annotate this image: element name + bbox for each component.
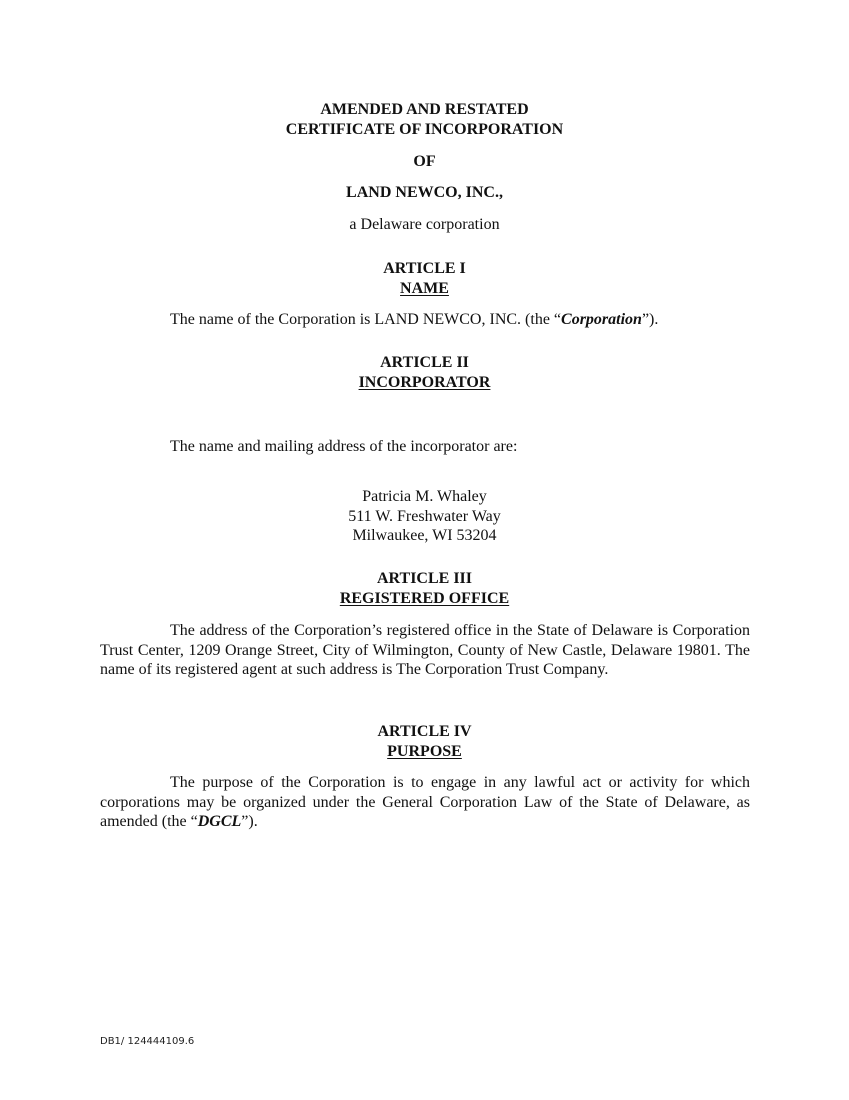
article-1-heading-text: NAME: [400, 280, 449, 297]
article-4-number: ARTICLE IV: [377, 723, 472, 740]
company-name: LAND NEWCO, INC.,: [346, 184, 503, 201]
document-title-line1: AMENDED AND RESTATED: [320, 101, 529, 118]
article-2-heading-text: INCORPORATOR: [358, 374, 491, 391]
article-3-text: The address of the Corporation’s registered office in the State of Delaware is Corporation Trust Center, 1209 Orange Street, City of Wilmington, County of New Castle, Delaware 19801. The name of its registered agent at such address is The Corporation Trust Company.: [100, 622, 750, 678]
document-title-of: OF: [413, 153, 436, 170]
footer-doc-id: DB1/ 124444109.6: [100, 1036, 195, 1047]
article-2-number: ARTICLE II: [380, 354, 469, 371]
article-3-heading-text: REGISTERED OFFICE: [339, 590, 510, 607]
document-subtitle: a Delaware corporation: [349, 216, 500, 233]
article-4-text: [100, 773, 750, 832]
article-1-number: ARTICLE I: [383, 260, 466, 277]
incorporator-city: Milwaukee, WI 53204: [352, 527, 497, 544]
article-1-text-before: The name of the Corporation is LAND NEWCO, INC. (the “: [170, 311, 562, 328]
article-4-text-before: The purpose of the Corporation is to engage in any lawful act or activity for which corporations may be organized under the General Corporation Law of the State of Delaware, as amended (the “: [100, 774, 750, 830]
article-2-intro: The name and mailing address of the incorporator are:: [170, 438, 518, 455]
article-4-heading-text: PURPOSE: [387, 743, 462, 760]
defined-term-corporation: Corporation: [561, 311, 642, 328]
incorporator-address: [0, 487, 849, 546]
article-3-heading: [0, 589, 849, 609]
article-2-heading: [0, 373, 849, 393]
article-4-heading: [0, 742, 849, 762]
incorporator-name: Patricia M. Whaley: [362, 488, 487, 505]
incorporator-street: 511 W. Freshwater Way: [348, 507, 501, 525]
article-1-heading: [0, 279, 849, 299]
article-4-text-after: ”).: [241, 813, 258, 830]
article-3-number: ARTICLE III: [376, 570, 473, 587]
defined-term-dgcl: DGCL: [197, 813, 242, 830]
document-title-line2: CERTIFICATE OF INCORPORATION: [285, 121, 564, 138]
article-1-text-after: ”).: [641, 311, 659, 328]
article-1-text: [170, 310, 658, 330]
